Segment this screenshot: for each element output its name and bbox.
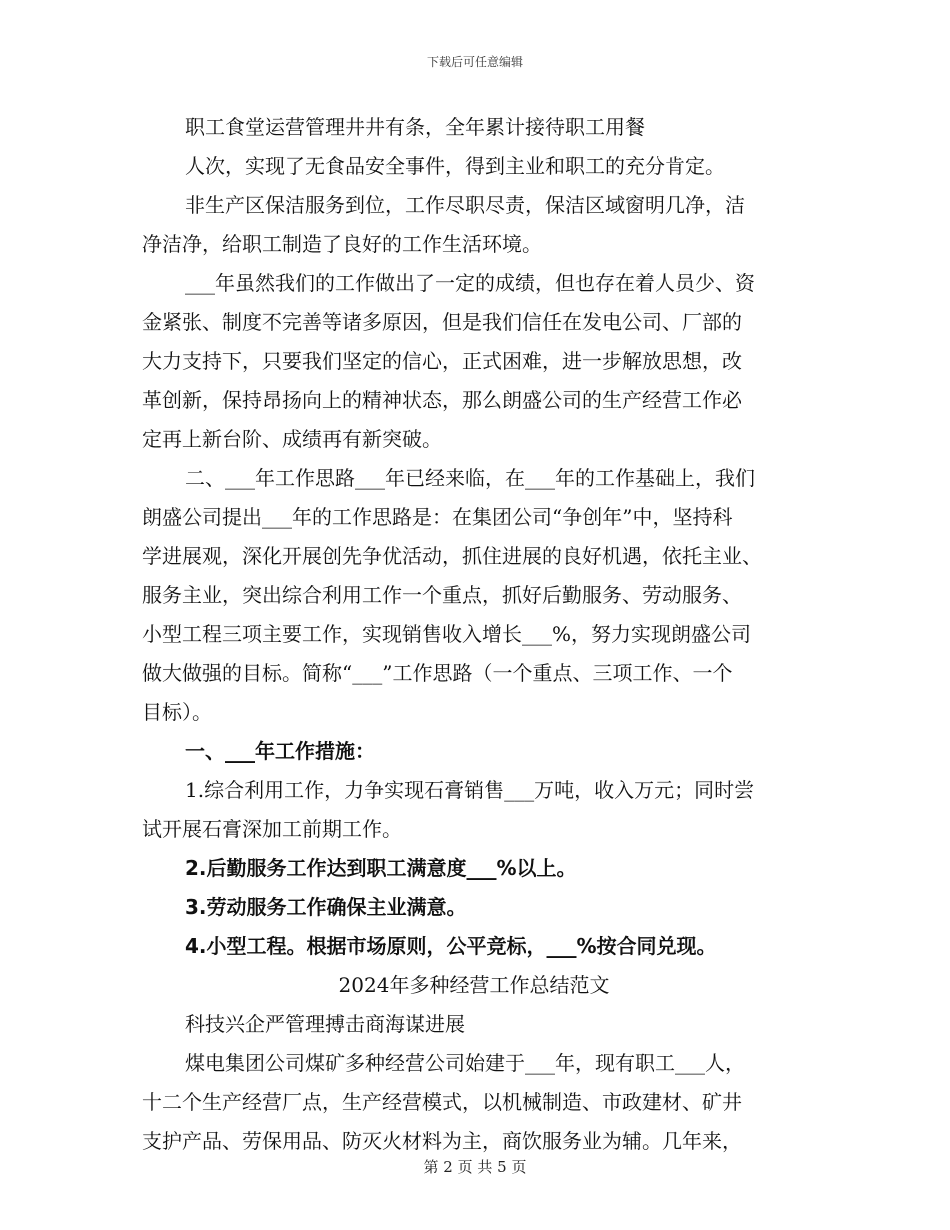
paragraph-line: 大力支持下，只要我们坚定的信心，正式困难，进一步解放思想，改 — [142, 349, 742, 373]
paragraph-line: 金紧张、制度不完善等诸多原因，但是我们信任在发电公司、厂部的 — [142, 310, 742, 334]
subtitle-line: 科技兴企严管理搏击商海谋进展 — [185, 1012, 465, 1036]
page-footer: 第 2 页 共 5 页 — [423, 1158, 527, 1176]
paragraph-line: 煤电集团公司煤矿多种经营公司始建于___年，现有职工___人， — [185, 1051, 745, 1075]
paragraph-line: 目标）。 — [142, 700, 212, 724]
paragraph-line: ___年虽然我们的工作做出了一定的成绩，但也存在着人员少、资 — [185, 271, 755, 295]
paragraph-line: 服务主业，突出综合利用工作一个重点，抓好后勤服务、劳动服务、 — [142, 583, 742, 607]
paragraph-line: 学进展观，深化开展创先争优活动，抓住进展的良好机遇，依托主业、 — [142, 544, 762, 568]
list-item: 4.小型工程。根据市场原则，公平竞标，___%按合同兑现。 — [185, 934, 717, 958]
paragraph-line: 做大做强的目标。简称“___”工作思路（一个重点、三项工作、一个 — [142, 661, 733, 685]
paragraph-line: 定再上新台阶、成绩再有新突破。 — [142, 427, 442, 451]
paragraph-line: 试开展石膏深加工前期工作。 — [142, 817, 402, 841]
document-title: 2024年多种经营工作总结范文 — [338, 973, 610, 997]
paragraph-line: 革创新，保持昂扬向上的精神状态，那么朗盛公司的生产经营工作必 — [142, 388, 742, 412]
paragraph-line: 十二个生产经营厂点，生产经营模式，以机械制造、市政建材、矿井 — [142, 1090, 742, 1114]
document-body — [142, 108, 806, 1161]
paragraph-line: 净洁净，给职工制造了良好的工作生活环境。 — [142, 232, 542, 256]
paragraph-line: 职工食堂运营管理井井有条，全年累计接待职工用餐 — [185, 115, 645, 139]
page-header: 下载后可任意编辑 — [426, 55, 523, 69]
paragraph-line: 非生产区保洁服务到位，工作尽职尽责，保洁区域窗明几净，洁 — [185, 193, 745, 217]
paragraph-line: 二、___年工作思路___年已经来临，在___年的工作基础上，我们 — [185, 466, 755, 490]
section-heading: 一、___年工作措施： — [185, 739, 375, 763]
list-item: 2.后勤服务工作达到职工满意度___%以上。 — [185, 856, 577, 880]
paragraph-line: 1.综合利用工作，力争实现石膏销售___万吨，收入万元；同时尝 — [185, 778, 755, 802]
paragraph-line: 支护产品、劳保用品、防灭火材料为主，商饮服务业为辅。几年来， — [142, 1129, 742, 1153]
list-item: 3.劳动服务工作确保主业满意。 — [185, 895, 467, 919]
paragraph-line: 人次，实现了无食品安全事件，得到主业和职工的充分肯定。 — [185, 154, 725, 178]
paragraph-line: 小型工程三项主要工作，实现销售收入增长___%，努力实现朗盛公司 — [142, 622, 752, 646]
paragraph-line: 朗盛公司提出___年的工作思路是：在集团公司“争创年”中，坚持科 — [142, 505, 733, 529]
